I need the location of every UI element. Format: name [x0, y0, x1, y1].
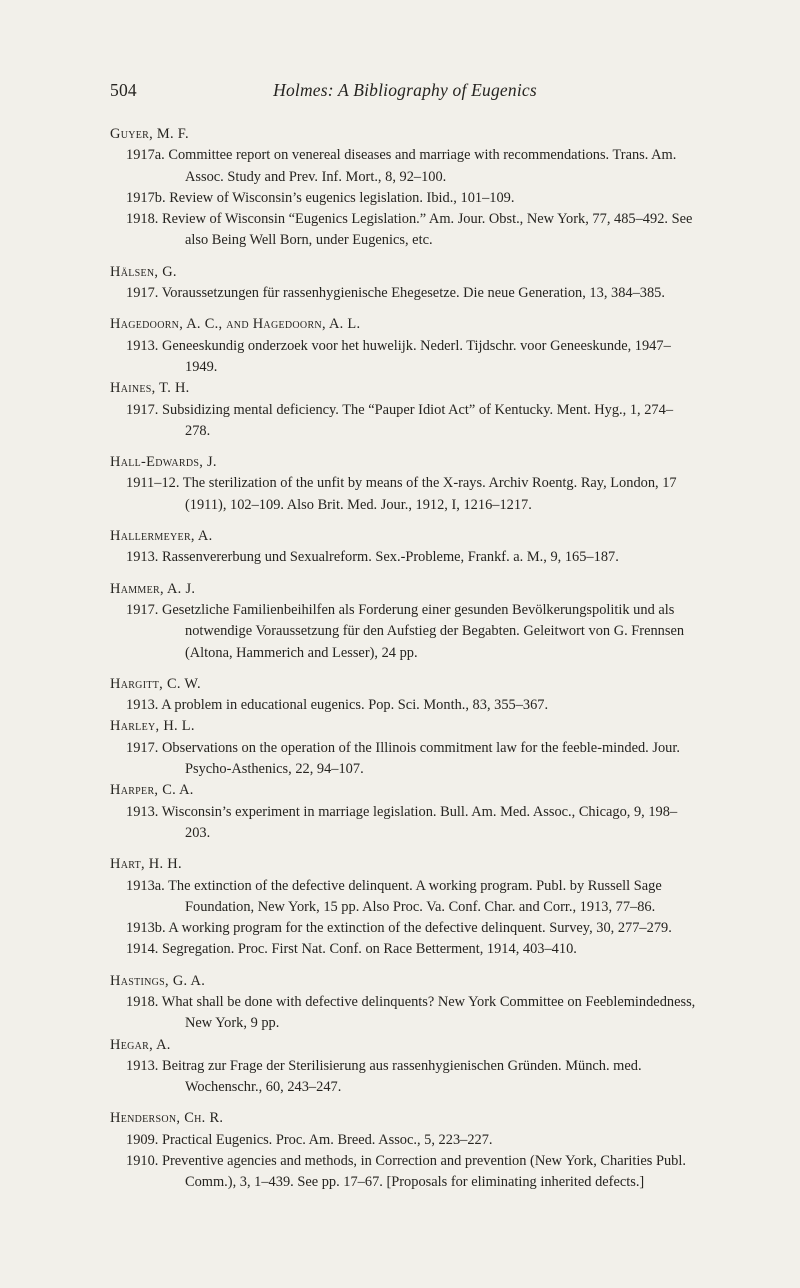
entry-author: Hall-Edwards, J. [110, 454, 217, 471]
entry-author: Hagedoorn, A. C., and Hagedoorn, A. L. [110, 316, 361, 333]
entry-text: Practical Eugenics. Proc. Am. Breed. Assoc., 5, 223–227. [162, 1131, 493, 1148]
entry-text: Subsidizing mental deficiency. The “Pauper Idiot Act” of Kentucky. Ment. Hyg., 1, 274–278. [162, 401, 674, 439]
bibliography-entry [110, 314, 700, 378]
entry-text: A working program for the extinction of the defective delinquent. Survey, 30, 277–279. [168, 920, 672, 937]
entry-text: Gesetzliche Familienbeihilfen als Forderung einer gesunden Bevölkerungspolitik und als notwendige Voraussetzung für den Aufstieg der Begabten. Geleitwort von G. Frennsen (Altona, Hammerich and Lesser), 24 pp. [162, 601, 685, 661]
entry-spacer [110, 516, 700, 526]
entry-text: Segregation. Proc. First Nat. Conf. on Race Betterment, 1914, 403–410. [162, 941, 577, 958]
entry-item [110, 209, 700, 252]
entry-spacer [110, 569, 700, 579]
entry-item [110, 738, 700, 781]
entry-text: Rassenvererbung und Sexualreform. Sex.-Probleme, Frankf. a. M., 9, 165–187. [162, 549, 619, 566]
entry-text: A problem in educational eugenics. Pop. Sci. Month., 83, 355–367. [161, 697, 549, 714]
entry-author: Hargitt, C. W. [110, 675, 201, 692]
entry-item [110, 547, 700, 568]
entry-item [110, 876, 700, 919]
entry-item [110, 283, 700, 304]
bibliography-entry [110, 1035, 700, 1099]
bibliography-entry [110, 971, 700, 1035]
entry-year: 1911–12. [126, 475, 180, 492]
entry-author: Haines, T. H. [110, 380, 190, 397]
entry-year: 1913. [126, 697, 159, 714]
entry-author: Henderson, Ch. R. [110, 1110, 224, 1127]
bibliography-entries [110, 124, 700, 1194]
entry-text: Review of Wisconsin’s eugenics legislation. Ibid., 101–109. [169, 189, 515, 206]
entry-spacer [110, 252, 700, 262]
entry-item [110, 939, 700, 960]
entry-item [110, 1130, 700, 1151]
entry-item [110, 1056, 700, 1099]
entry-year: 1914. [126, 941, 159, 958]
entry-item [110, 992, 700, 1035]
entry-text: Voraussetzungen für rassenhygienische Ehegesetze. Die neue Generation, 13, 384–385. [161, 285, 665, 302]
entry-author: Harley, H. L. [110, 718, 195, 735]
entry-author: Hallermeyer, A. [110, 528, 213, 545]
entry-year: 1909. [126, 1131, 159, 1148]
entry-year: 1917. [126, 285, 159, 302]
bibliography-entry [110, 854, 700, 960]
entry-spacer [110, 844, 700, 854]
bibliography-entry [110, 262, 700, 305]
entry-author: Hammer, A. J. [110, 580, 196, 597]
entry-author: Harper, C. A. [110, 782, 194, 799]
bibliography-entry [110, 124, 700, 252]
entry-text: Committee report on venereal diseases and marriage with recommendations. Trans. Am. Assoc. Study and Prev. Inf. Mort., 8, 92–100. [168, 147, 677, 185]
entry-author: Guyer, M. F. [110, 126, 189, 142]
entry-year: 1913. [126, 337, 159, 354]
entry-item [110, 600, 700, 664]
entry-text: Geneeskundig onderzoek voor het huwelijk. Nederl. Tijdschr. voor Geneeskunde, 1947–1949. [162, 337, 671, 375]
entry-text: The sterilization of the unfit by means of the X-rays. Archiv Roentg. Ray, London, 17 (1911), 102–109. Also Brit. Med. Jour., 1912, I, 1216–1217. [182, 475, 677, 513]
entry-item [110, 145, 700, 188]
entry-year: 1913a. [126, 877, 165, 894]
bibliography-entry [110, 780, 700, 844]
entry-spacer [110, 1098, 700, 1108]
entry-text: The extinction of the defective delinquent. A working program. Publ. by Russell Sage Foundation, New York, 15 pp. Also Proc. Va. Conf. Char. and Corr., 1913, 77–86. [168, 877, 662, 915]
entry-author: Hart, H. H. [110, 856, 182, 873]
entry-item [110, 918, 700, 939]
entry-item [110, 400, 700, 443]
running-title: Holmes: A Bibliography of Eugenics [273, 80, 537, 100]
entry-year: 1917. [126, 401, 159, 418]
entry-year: 1910. [126, 1153, 159, 1170]
entry-year: 1917. [126, 601, 159, 618]
bibliography-entry [110, 1108, 700, 1193]
entry-spacer [110, 664, 700, 674]
entry-item [110, 336, 700, 379]
bibliography-entry [110, 378, 700, 442]
entry-item [110, 473, 700, 516]
entry-spacer [110, 304, 700, 314]
entry-item [110, 695, 700, 716]
bibliography-entry [110, 579, 700, 664]
bibliography-entry [110, 716, 700, 780]
entry-text: What shall be done with defective delinquents? New York Committee on Feeblemindedness, New York, 9 pp. [161, 993, 696, 1032]
entry-text: Observations on the operation of the Illinois commitment law for the feeble-minded. Jour. Psycho-Asthenics, 22, 94–107. [162, 739, 680, 778]
entry-year: 1918. [126, 211, 159, 228]
entry-year: 1917a. [126, 147, 165, 164]
entry-item [110, 802, 700, 845]
entry-year: 1913. [126, 549, 159, 566]
entry-item [110, 188, 700, 209]
entry-year: 1917b. [126, 189, 166, 206]
entry-spacer [110, 442, 700, 452]
bibliography-entry [110, 526, 700, 569]
page-header [110, 74, 700, 104]
entry-spacer [110, 961, 700, 971]
entry-text: Preventive agencies and methods, in Correction and prevention (New York, Charities Publ. Comm.), 3, 1–439. See pp. 17–67. [Proposals for eliminating inherited defects.] [162, 1153, 686, 1191]
entry-author: Hälsen, G. [110, 263, 177, 280]
entry-year: 1913b. [126, 920, 166, 937]
entry-text: Wisconsin’s experiment in marriage legislation. Bull. Am. Med. Assoc., Chicago, 9, 198–203. [161, 803, 678, 841]
entry-year: 1917. [126, 739, 159, 756]
entry-author: Hegar, A. [110, 1036, 171, 1053]
entry-year: 1913. [126, 1057, 159, 1074]
entry-author: Hastings, G. A. [110, 972, 206, 989]
bibliography-entry [110, 674, 700, 717]
entry-year: 1918. [126, 993, 159, 1010]
bibliography-entry [110, 452, 700, 516]
entry-item [110, 1151, 700, 1194]
entry-text: Beitrag zur Frage der Sterilisierung aus rassenhygienischen Gründen. Münch. med. Wochenschr., 60, 243–247. [162, 1057, 642, 1096]
entry-year: 1913. [126, 803, 159, 820]
page-number: 504 [110, 80, 137, 100]
entry-text: Review of Wisconsin “Eugenics Legislation.” Am. Jour. Obst., New York, 77, 485–492. See also Being Well Born, under Eugenics, etc. [162, 211, 693, 249]
